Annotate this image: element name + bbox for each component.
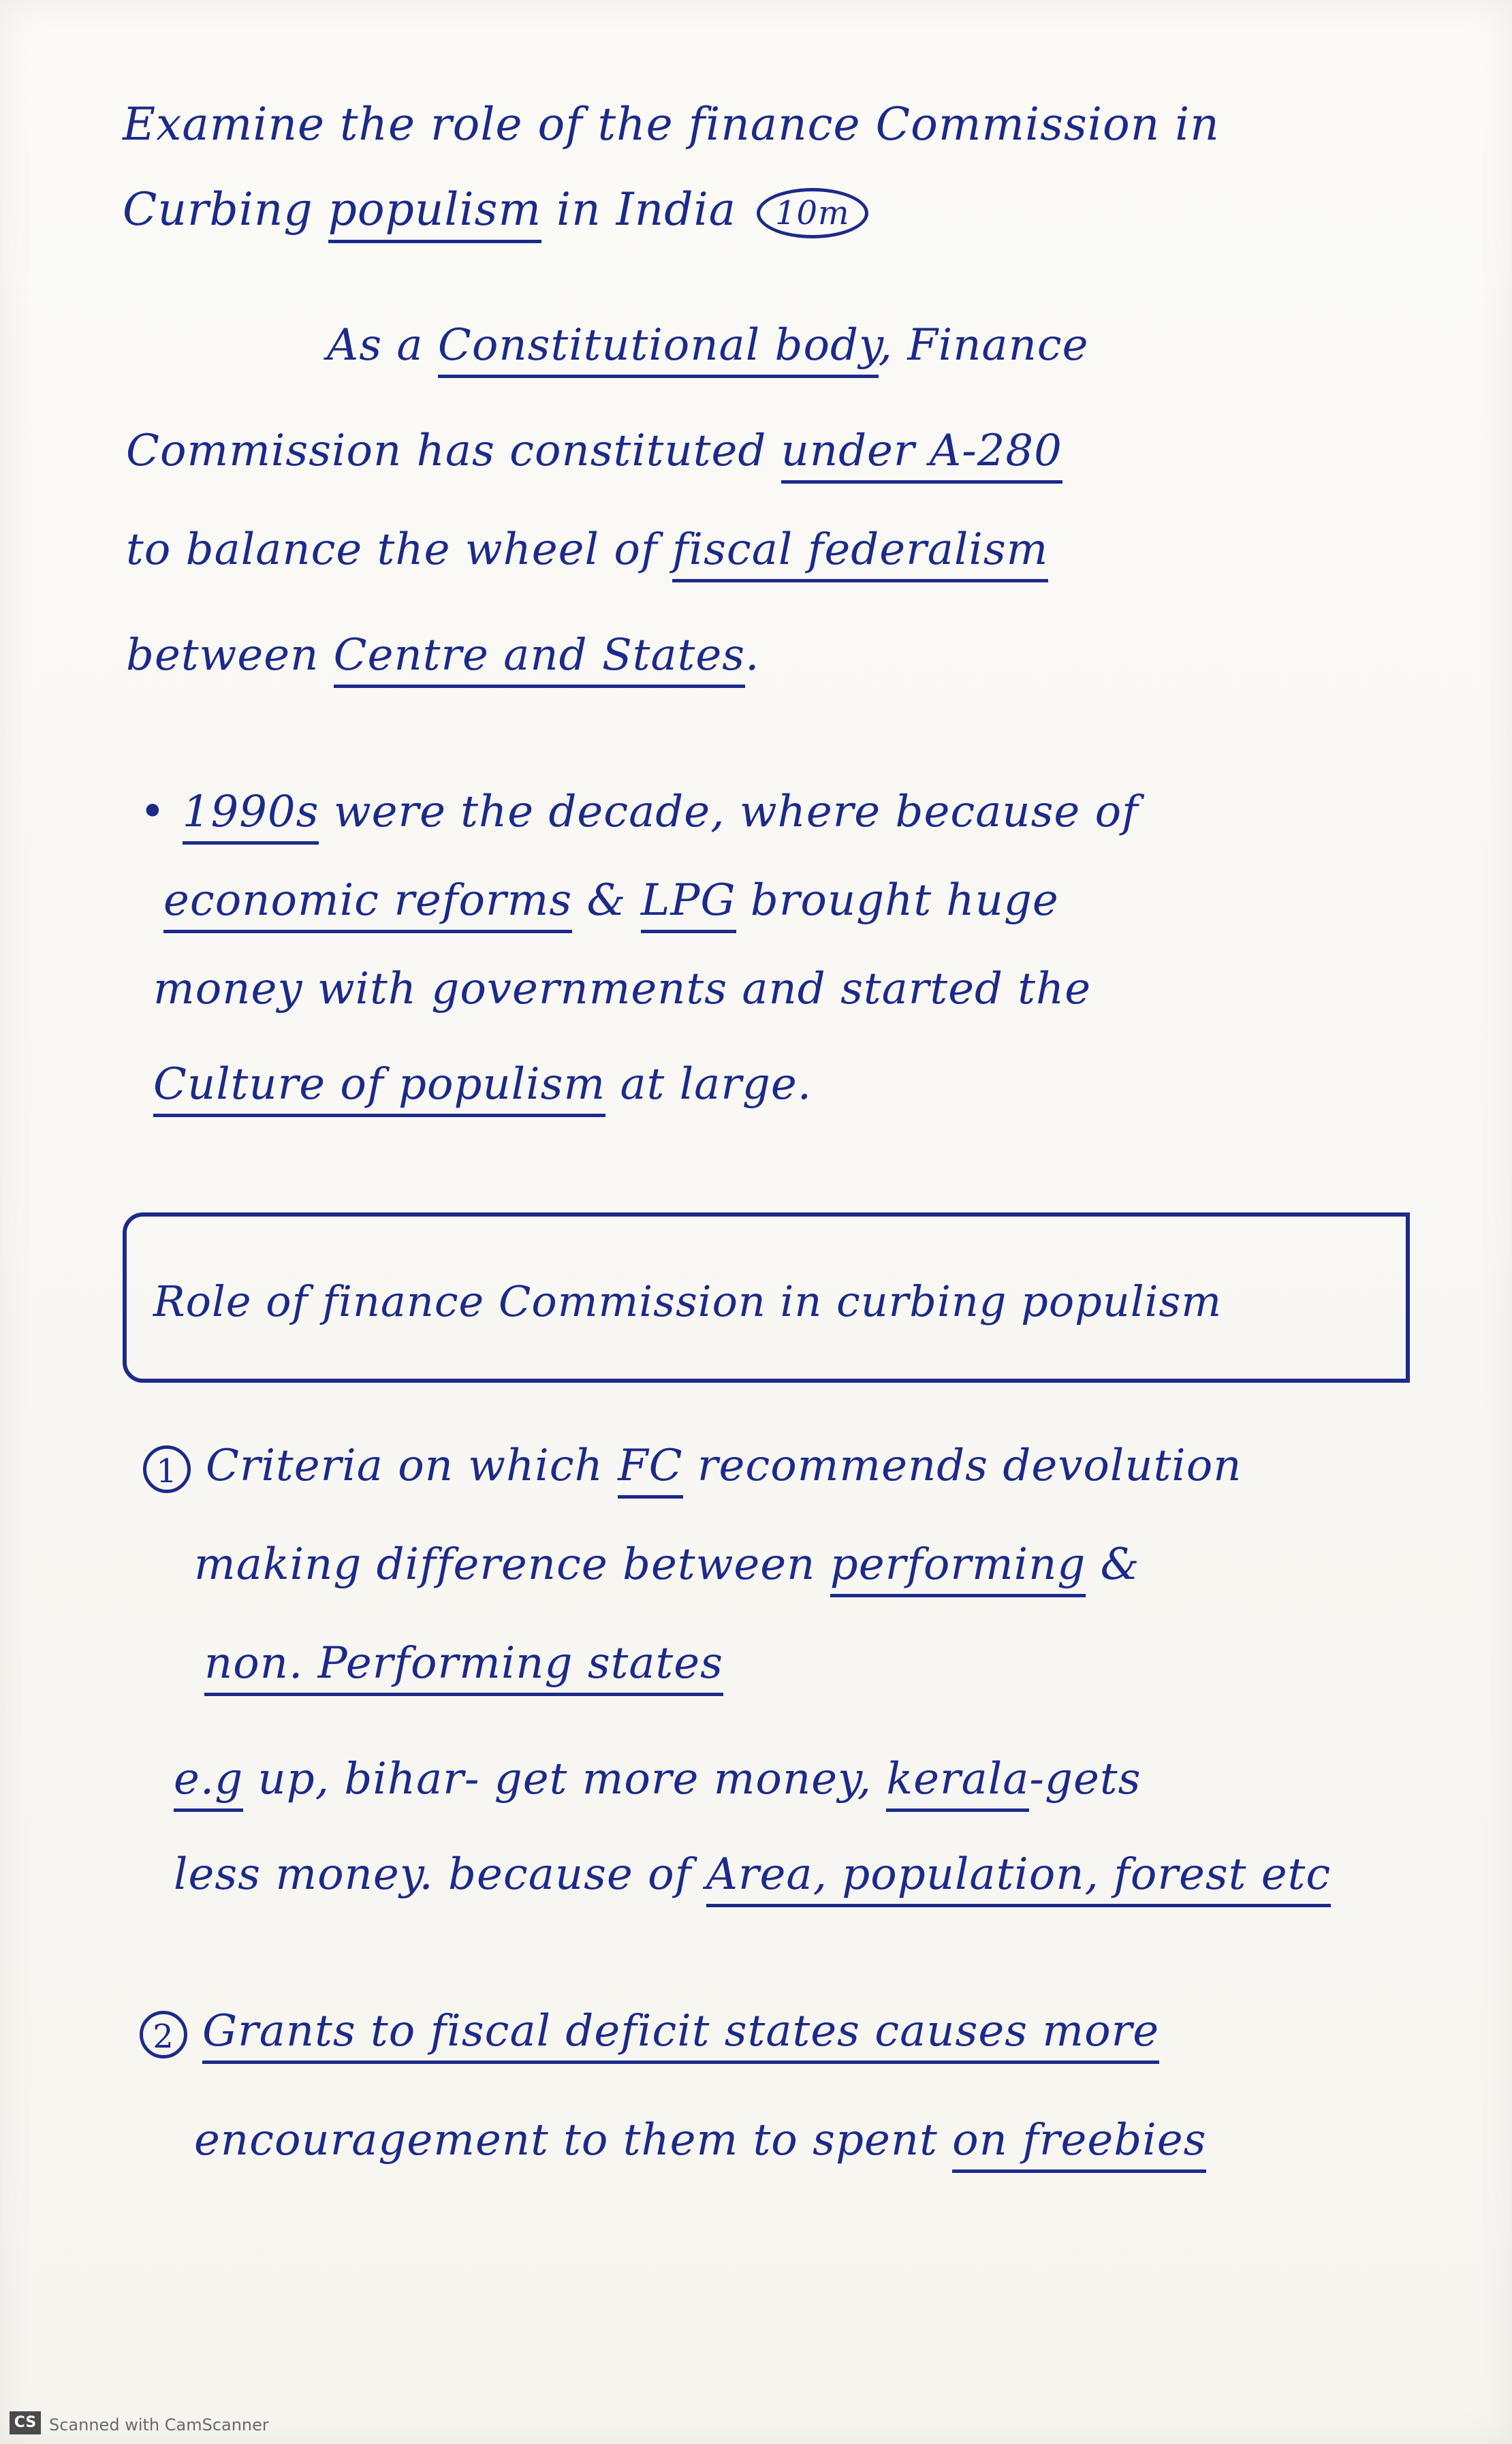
intro-text: , Finance: [878, 320, 1089, 371]
point1-keyword: non. Performing states: [204, 1638, 723, 1696]
bullet-line-4: [153, 1059, 813, 1110]
point1-line-1: [143, 1441, 1242, 1493]
bullet-keyword: 1990s: [183, 787, 319, 845]
bullet-text: money with governments and started the: [153, 964, 1092, 1014]
intro-text: Commission has constituted: [126, 426, 781, 476]
intro-line-3: [126, 524, 1049, 575]
point2-text: encouragement to them to spent: [194, 2115, 953, 2165]
point1-keyword: Area, population, forest etc: [706, 1849, 1332, 1907]
point1-line-2: [194, 1539, 1140, 1590]
point2-line-2: [194, 2115, 1207, 2165]
point1-text: &: [1086, 1539, 1140, 1590]
point1-text: -gets: [1029, 1754, 1141, 1804]
intro-text: between: [126, 630, 334, 680]
bullet-text: brought huge: [736, 875, 1059, 926]
intro-text: As a: [327, 320, 438, 371]
bullet-text: at large.: [605, 1059, 813, 1110]
bullet-keyword: economic reforms: [163, 875, 572, 933]
point1-text: less money. because of: [174, 1849, 706, 1900]
intro-line-2: [126, 426, 1062, 476]
camscanner-logo: CS: [10, 2411, 41, 2434]
question-line-1: [123, 98, 1220, 151]
bullet-line-3: [153, 964, 1092, 1014]
bullet-dot: •: [140, 787, 166, 837]
point1-keyword: e.g: [174, 1754, 243, 1812]
point2-line-1: [140, 2006, 1160, 2058]
intro-text: .: [745, 630, 760, 680]
question-keyword-populism: populism: [328, 183, 541, 243]
intro-text: to balance the wheel of: [126, 524, 672, 575]
camscanner-footer-text: Scanned with CamScanner: [49, 2415, 269, 2434]
intro-line-1: [327, 320, 1089, 371]
point1-text: Criteria on which: [206, 1441, 618, 1491]
question-text-2a: Curbing: [123, 183, 328, 236]
bullet-text: were the decade, where because of: [319, 787, 1139, 837]
point1-keyword: FC: [618, 1441, 682, 1499]
point1-text: recommends devolution: [682, 1441, 1242, 1491]
section-heading: [153, 1276, 1223, 1326]
bullet-keyword: LPG: [641, 875, 736, 933]
point1-text: making difference between: [194, 1539, 830, 1590]
section-heading-text: Role of finance Commission in curbing populism: [153, 1276, 1223, 1326]
question-line-2: [123, 183, 868, 238]
intro-line-4: [126, 630, 760, 680]
bullet-line-1: [140, 787, 1139, 837]
intro-keyword: under A-280: [781, 426, 1062, 484]
intro-keyword: Constitutional body: [438, 320, 879, 378]
question-text-1: Examine the role of the finance Commission in: [123, 98, 1220, 151]
point2-number-badge: 2: [140, 2011, 187, 2058]
point2-keyword: Grants to fiscal deficit states causes more: [202, 2006, 1159, 2064]
point1-keyword: performing: [830, 1539, 1086, 1597]
point1-line-4: [174, 1754, 1141, 1804]
point1-text: up, bihar- get more money,: [243, 1754, 887, 1804]
intro-keyword: Centre and States: [334, 630, 745, 688]
marks-badge: 10m: [757, 188, 868, 238]
bullet-text: &: [572, 875, 641, 926]
point2-keyword: on freebies: [952, 2115, 1206, 2173]
bullet-keyword: Culture of populism: [153, 1059, 605, 1117]
point1-line-5: [174, 1849, 1332, 1900]
intro-keyword: fiscal federalism: [672, 524, 1048, 582]
point1-number-badge: 1: [143, 1445, 191, 1493]
point1-line-3: [204, 1638, 723, 1689]
bullet-line-2: [163, 875, 1059, 926]
question-text-2c: in India: [541, 183, 736, 236]
point1-keyword: kerala: [886, 1754, 1029, 1812]
